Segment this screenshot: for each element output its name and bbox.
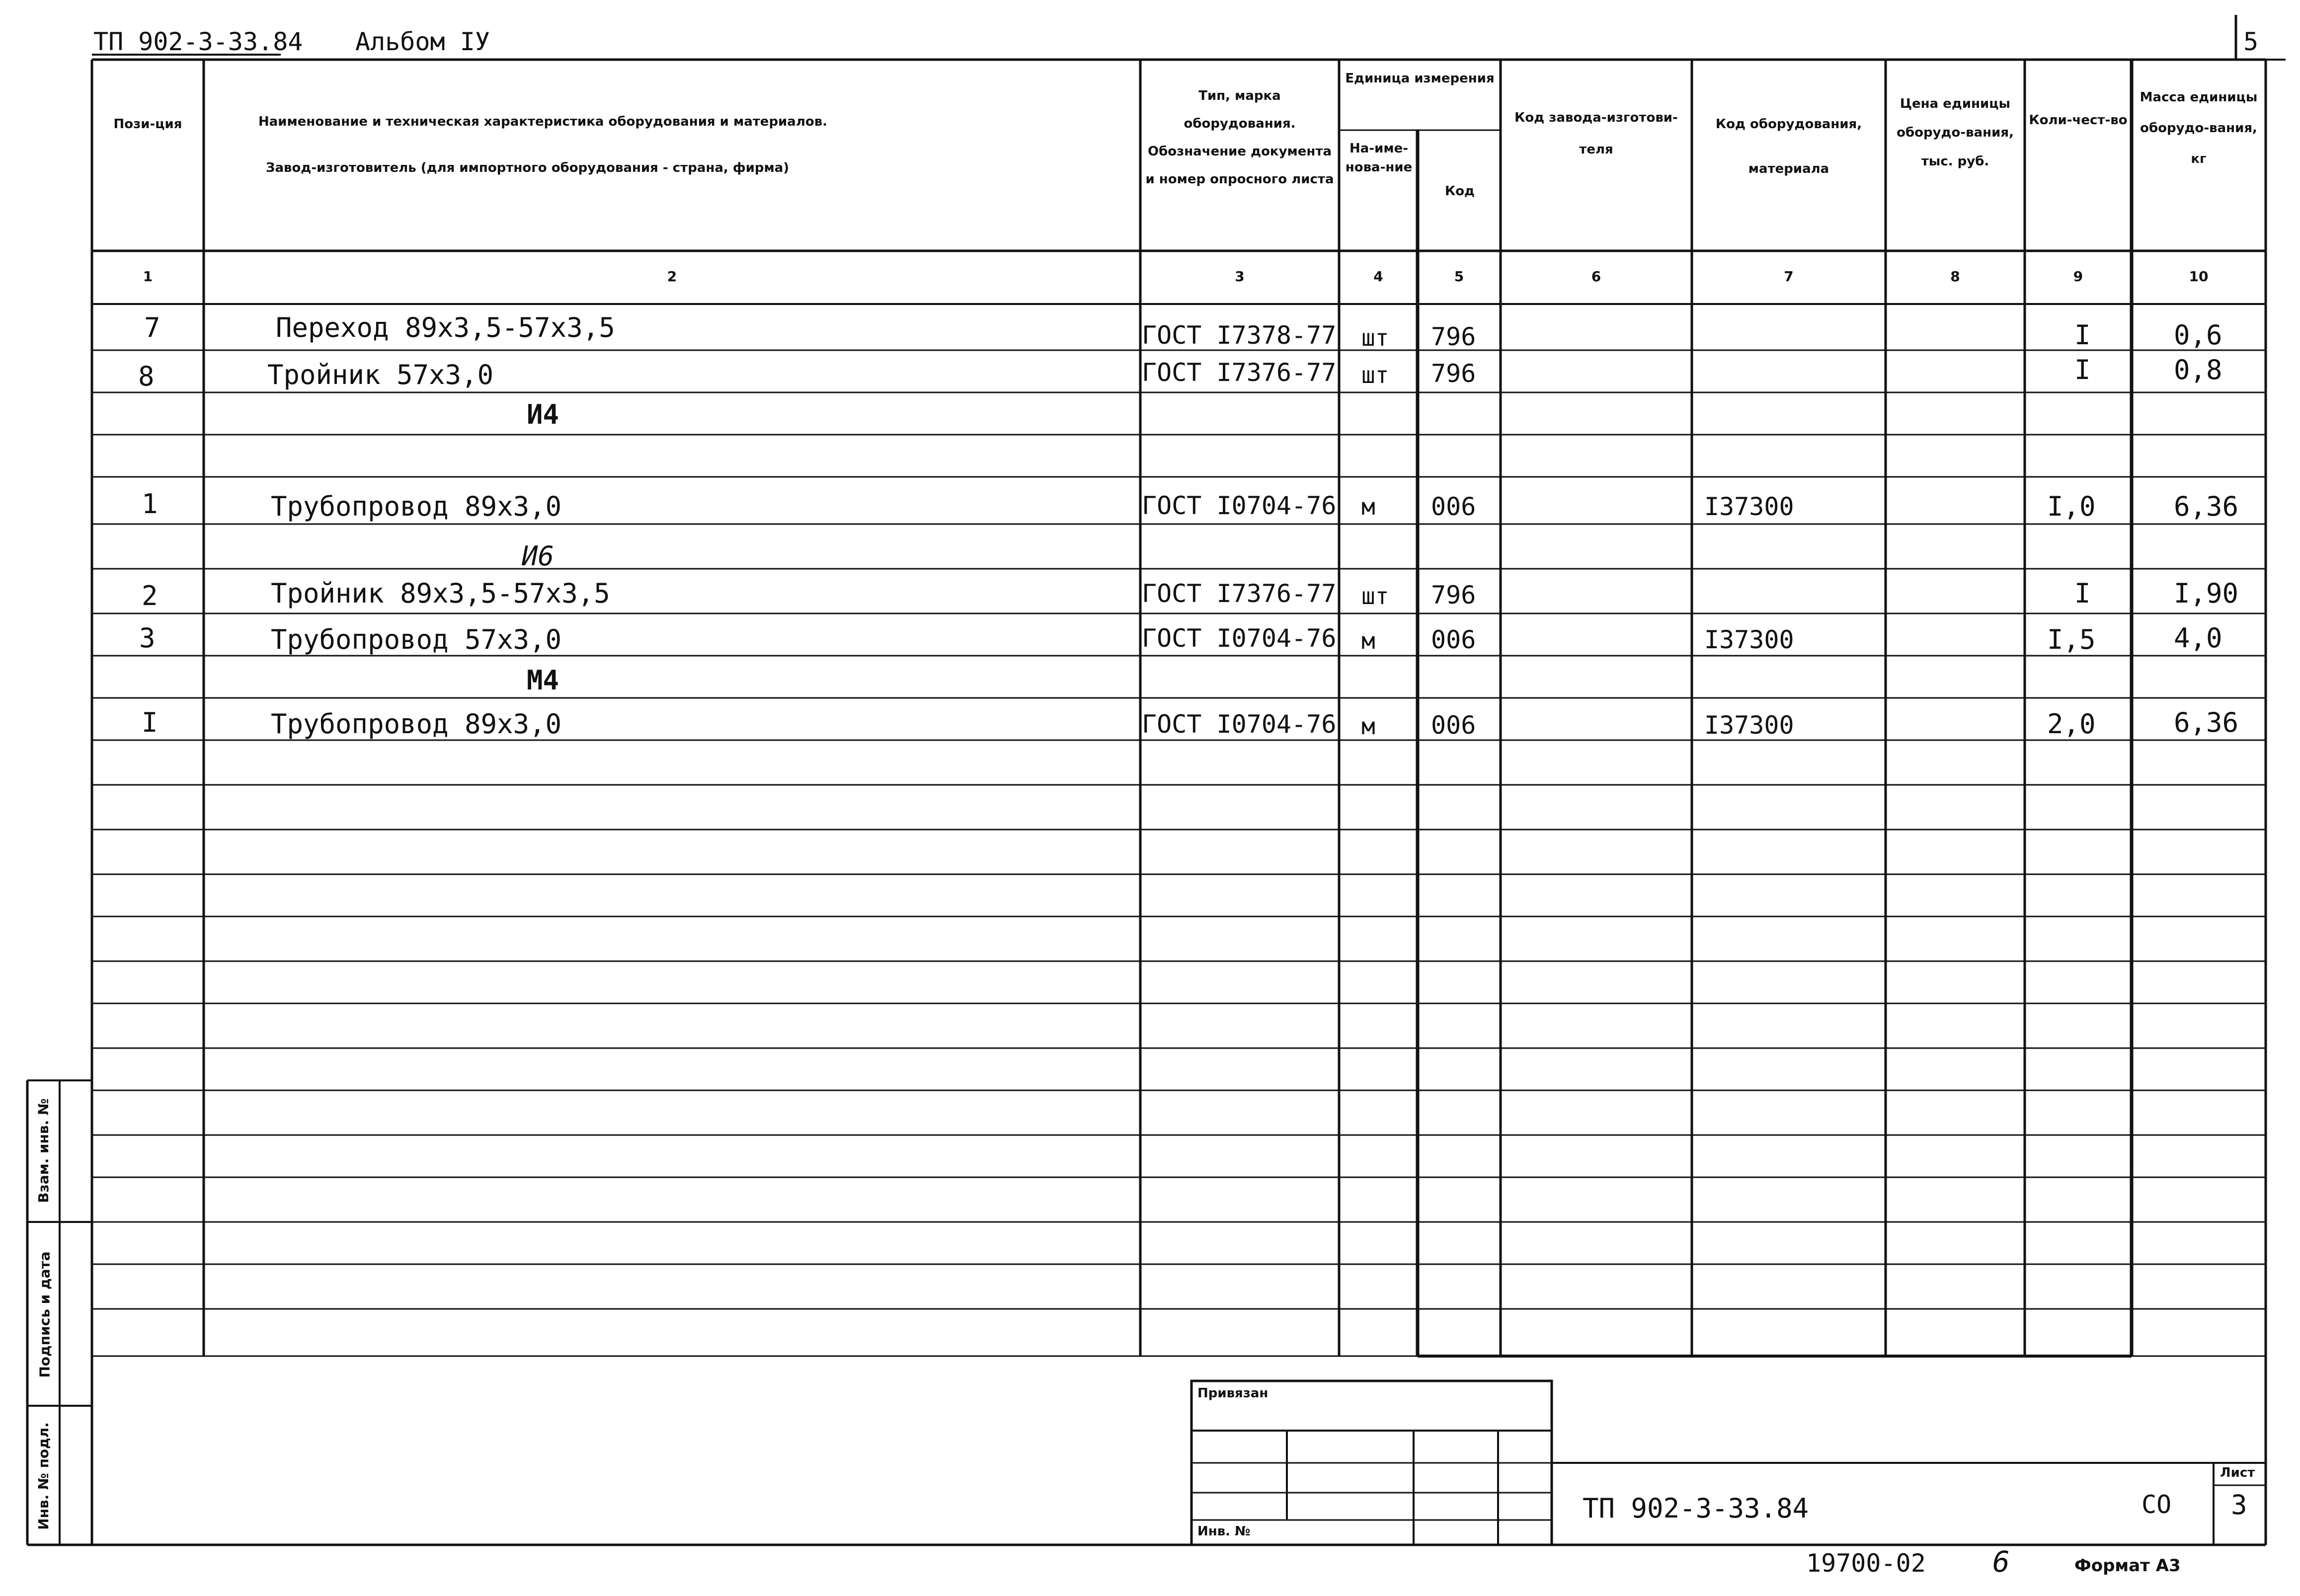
footer-digit: 6 — [1992, 1545, 2010, 1579]
column-number-7: 7 — [1784, 268, 1794, 285]
row-type: ГОСТ I0704-76 — [1142, 491, 1337, 520]
row-name: Тройник 57х3,0 — [267, 359, 494, 390]
section-label: И4 — [527, 399, 559, 430]
row-code: 796 — [1431, 322, 1476, 351]
row-mass: 0,8 — [2174, 354, 2222, 385]
row-type: ГОСТ I0704-76 — [1142, 710, 1337, 739]
row-code: 006 — [1431, 711, 1476, 740]
footer-format: Формат А3 — [2074, 1556, 2181, 1576]
row-name: Трубопровод 89х3,0 — [271, 491, 562, 522]
column-number-9: 9 — [2073, 268, 2083, 285]
row-unit: шт — [1361, 362, 1389, 388]
side-label-replacement-inv: Взам. инв. № — [35, 1098, 52, 1203]
row-code: 796 — [1431, 359, 1476, 388]
header-unit: Единица измерения — [1345, 71, 1495, 86]
row-mass: 6,36 — [2174, 707, 2239, 738]
row-position: 8 — [138, 361, 155, 392]
row-position: 7 — [144, 312, 160, 343]
column-number-6: 6 — [1591, 268, 1601, 285]
row-quantity: I,5 — [2047, 624, 2096, 655]
album-label: Альбом IУ — [355, 27, 490, 56]
title-set-code: СО — [2141, 1490, 2172, 1519]
row-name: Тройник 89х3,5-57х3,5 — [271, 578, 610, 609]
header-price: Цена единицы оборудо-вания, тыс. руб. — [1897, 96, 2014, 169]
row-equipment-code: I37300 — [1704, 711, 1794, 740]
column-number-2: 2 — [667, 268, 677, 285]
title-sheet-label: Лист — [2220, 1465, 2255, 1480]
row-mass: 6,36 — [2174, 491, 2239, 522]
row-quantity: I,0 — [2047, 491, 2096, 522]
header-mass: Масса единицы оборудо-вания, кг — [2140, 90, 2258, 166]
column-number-8: 8 — [1950, 268, 1960, 285]
row-position: 1 — [142, 488, 158, 520]
row-unit: шт — [1361, 324, 1389, 351]
sheet-corner-number: 5 — [2243, 27, 2259, 56]
row-type: ГОСТ I0704-76 — [1142, 624, 1337, 653]
row-type: ГОСТ I7376-77 — [1142, 579, 1337, 608]
row-name: Трубопровод 89х3,0 — [271, 708, 562, 740]
column-number-5: 5 — [1454, 268, 1464, 285]
row-quantity: I — [2074, 354, 2091, 385]
column-number-4: 4 — [1373, 268, 1383, 285]
header-position: Пози-ция — [113, 117, 182, 132]
section-label: М4 — [527, 665, 559, 696]
column-number-1: 1 — [143, 268, 153, 285]
row-position: 2 — [142, 580, 158, 611]
row-quantity: 2,0 — [2047, 708, 2096, 740]
row-equipment-code: I37300 — [1704, 625, 1794, 654]
row-unit: м — [1361, 713, 1375, 740]
row-unit: м — [1361, 627, 1375, 654]
column-number-10: 10 — [2189, 268, 2209, 285]
column-number-3: 3 — [1235, 268, 1245, 285]
row-quantity: I — [2074, 578, 2091, 609]
side-label-original-inv: Инв. № подл. — [35, 1422, 52, 1530]
row-name: Трубопровод 57х3,0 — [271, 624, 562, 655]
row-type: ГОСТ I7376-77 — [1142, 358, 1337, 387]
document-code: ТП 902-3-33.84 — [93, 27, 303, 56]
row-equipment-code: I37300 — [1704, 492, 1794, 521]
side-label-signature-date: Подпись и дата — [36, 1251, 53, 1378]
row-code: 796 — [1431, 581, 1476, 609]
title-document-code: ТП 902-3-33.84 — [1583, 1493, 1809, 1524]
header-type: Тип, марка оборудования. Обозначение документа и номер опросного листа — [1145, 88, 1334, 187]
row-unit: м — [1361, 493, 1375, 520]
row-position: I — [142, 707, 158, 738]
row-position: 3 — [139, 622, 156, 654]
stamp-inventory-label: Инв. № — [1197, 1524, 1251, 1539]
header-equipment-code: Код оборудования, материала — [1715, 117, 1862, 176]
row-code: 006 — [1431, 625, 1476, 654]
row-unit: шт — [1361, 583, 1389, 609]
header-quantity: Коли-чест-во — [2029, 113, 2128, 128]
header-unit-name: На-име-нова-ние — [1345, 141, 1413, 175]
header-name-line2: Завод-изготовитель (для импортного оборудования - страна, фирма) — [266, 160, 790, 175]
header-name-line1: Наименование и техническая характеристика оборудования и материалов. — [258, 114, 828, 129]
header-unit-code: Код — [1444, 184, 1475, 199]
stamp-attached-label: Привязан — [1197, 1386, 1269, 1401]
row-mass: 0,6 — [2174, 319, 2222, 351]
row-mass: I,90 — [2174, 578, 2239, 609]
row-name: Переход 89х3,5-57х3,5 — [276, 312, 615, 343]
row-code: 006 — [1431, 492, 1476, 521]
header-maker-code: Код завода-изготови-теля — [1514, 110, 1678, 157]
row-type: ГОСТ I7378-77 — [1142, 321, 1337, 350]
footer-number: 19700-02 — [1806, 1549, 1926, 1578]
title-sheet-number: 3 — [2231, 1489, 2247, 1520]
row-mass: 4,0 — [2174, 622, 2222, 654]
row-quantity: I — [2074, 319, 2091, 351]
section-label: И6 — [522, 540, 555, 572]
